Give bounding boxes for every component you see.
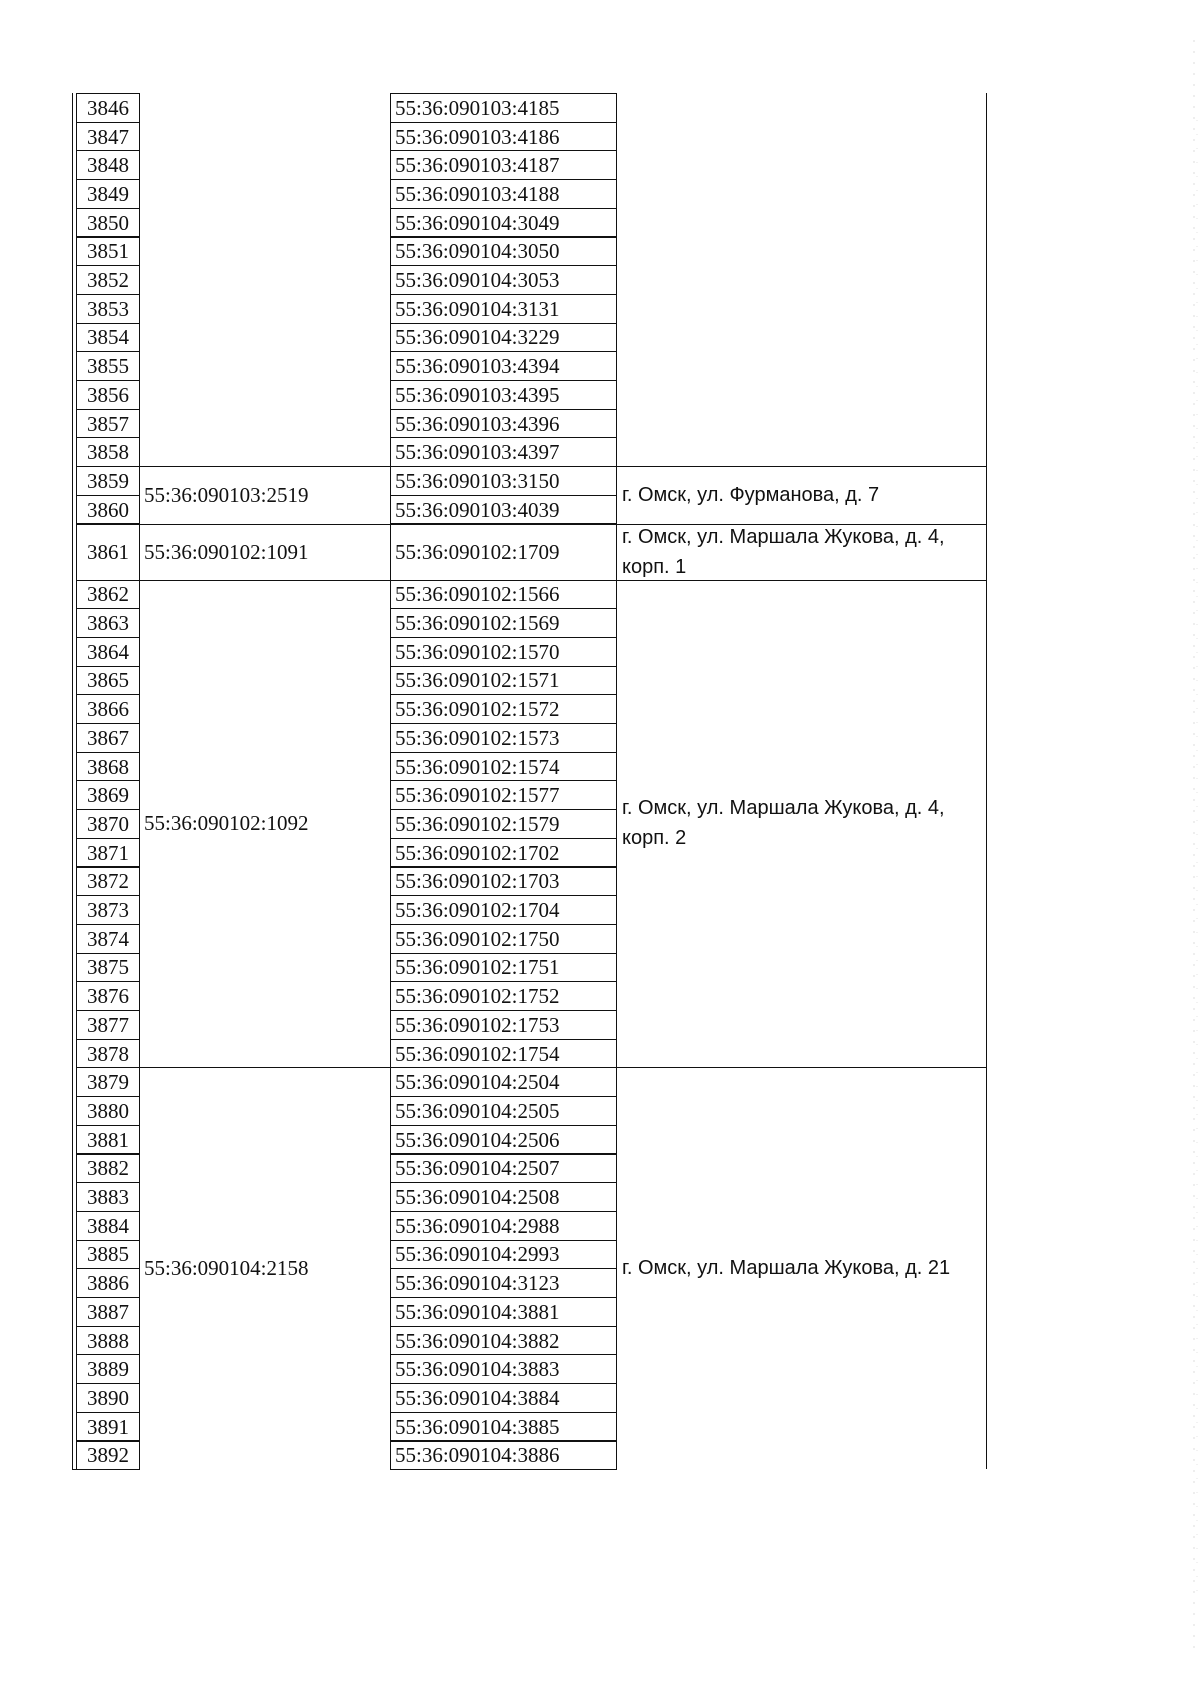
row-number: 3891: [76, 1412, 140, 1442]
object-cadastral-number: 55:36:090103:4186: [390, 122, 617, 152]
row-number: 3874: [76, 924, 140, 954]
object-cadastral-number: 55:36:090104:3131: [390, 294, 617, 324]
object-cadastral-number: 55:36:090102:1702: [390, 838, 617, 868]
row-number: 3853: [76, 294, 140, 324]
object-cadastral-number: 55:36:090102:1751: [390, 953, 617, 983]
object-cadastral-number: 55:36:090103:4397: [390, 437, 617, 467]
row-number: 3860: [76, 495, 140, 525]
group-divider: [617, 466, 986, 467]
object-cadastral-number: 55:36:090102:1566: [390, 580, 617, 610]
object-cadastral-number: 55:36:090102:1750: [390, 924, 617, 954]
group-divider: [617, 1067, 986, 1068]
object-cadastral-number: 55:36:090103:4187: [390, 150, 617, 180]
group-divider: [140, 466, 390, 467]
row-number: 3871: [76, 838, 140, 868]
table-right-border: [986, 93, 987, 1469]
row-number: 3883: [76, 1182, 140, 1212]
row-number: 3878: [76, 1039, 140, 1069]
row-number: 3850: [76, 208, 140, 238]
object-cadastral-number: 55:36:090104:2505: [390, 1096, 617, 1126]
row-number: 3851: [76, 237, 140, 267]
land-plot-number: 55:36:090103:2519: [144, 482, 309, 507]
row-number: 3852: [76, 265, 140, 295]
object-cadastral-number: 55:36:090104:3053: [390, 265, 617, 295]
row-number: 3880: [76, 1096, 140, 1126]
address-cell: г. Омск, ул. Фурманова, д. 7: [622, 483, 880, 506]
group-divider: [617, 580, 986, 581]
group-divider: [617, 524, 986, 525]
row-number: 3868: [76, 752, 140, 782]
row-number: 3848: [76, 150, 140, 180]
table-left-border: [72, 93, 73, 1469]
row-number: 3876: [76, 981, 140, 1011]
row-number: 3889: [76, 1354, 140, 1384]
row-number: 3862: [76, 580, 140, 610]
group-divider: [140, 580, 390, 581]
scan-edge-noise: [1186, 0, 1200, 1686]
object-cadastral-number: 55:36:090102:1579: [390, 809, 617, 839]
object-cadastral-number: 55:36:090102:1577: [390, 780, 617, 810]
row-number: 3849: [76, 179, 140, 209]
row-number: 3854: [76, 323, 140, 353]
address-cell: г. Омск, ул. Маршала Жукова, д. 21: [622, 1257, 951, 1280]
land-plot-number: 55:36:090102:1091: [144, 539, 309, 564]
object-cadastral-number: 55:36:090104:3123: [390, 1268, 617, 1298]
row-number: 3882: [76, 1154, 140, 1184]
row-number: 3855: [76, 351, 140, 381]
object-cadastral-number: 55:36:090102:1709: [390, 524, 617, 581]
object-cadastral-number: 55:36:090104:3883: [390, 1354, 617, 1384]
object-cadastral-number: 55:36:090102:1703: [390, 867, 617, 897]
object-cadastral-number: 55:36:090102:1752: [390, 981, 617, 1011]
row-number: 3861: [76, 524, 140, 581]
row-number: 3846: [76, 93, 140, 123]
row-number: 3866: [76, 694, 140, 724]
row-number: 3879: [76, 1067, 140, 1097]
group-divider: [140, 524, 390, 525]
object-cadastral-number: 55:36:090104:2988: [390, 1211, 617, 1241]
object-cadastral-number: 55:36:090104:3229: [390, 323, 617, 353]
object-cadastral-number: 55:36:090104:2504: [390, 1067, 617, 1097]
land-plot-number: 55:36:090102:1092: [144, 811, 309, 836]
object-cadastral-number: 55:36:090102:1572: [390, 694, 617, 724]
row-number: 3875: [76, 953, 140, 983]
object-cadastral-number: 55:36:090102:1570: [390, 637, 617, 667]
group-divider: [140, 1067, 390, 1068]
row-number: 3890: [76, 1383, 140, 1413]
object-cadastral-number: 55:36:090104:3881: [390, 1297, 617, 1327]
address-cell: г. Омск, ул. Маршала Жукова, д. 4, корп. 2: [622, 797, 945, 850]
row-number: 3856: [76, 380, 140, 410]
row-number: 3870: [76, 809, 140, 839]
row-number: 3857: [76, 409, 140, 439]
object-cadastral-number: 55:36:090104:3882: [390, 1326, 617, 1356]
object-cadastral-number: 55:36:090103:4395: [390, 380, 617, 410]
row-number: 3877: [76, 1010, 140, 1040]
object-cadastral-number: 55:36:090102:1704: [390, 895, 617, 925]
row-number: 3885: [76, 1240, 140, 1270]
object-cadastral-number: 55:36:090104:2506: [390, 1125, 617, 1155]
row-number: 3887: [76, 1297, 140, 1327]
row-number: 3892: [76, 1441, 140, 1471]
land-plot-number: [140, 93, 390, 466]
row-number: 3858: [76, 437, 140, 467]
row-number: 3881: [76, 1125, 140, 1155]
row-number: 3867: [76, 723, 140, 753]
row-number: 3869: [76, 780, 140, 810]
object-cadastral-number: 55:36:090104:3049: [390, 208, 617, 238]
row-number: 3888: [76, 1326, 140, 1356]
row-number: 3865: [76, 666, 140, 696]
row-number: 3872: [76, 867, 140, 897]
object-cadastral-number: 55:36:090104:3050: [390, 237, 617, 267]
object-cadastral-number: 55:36:090102:1571: [390, 666, 617, 696]
object-cadastral-number: 55:36:090103:4185: [390, 93, 617, 123]
object-cadastral-number: 55:36:090102:1574: [390, 752, 617, 782]
row-number: 3884: [76, 1211, 140, 1241]
object-cadastral-number: 55:36:090103:4188: [390, 179, 617, 209]
row-number: 3873: [76, 895, 140, 925]
land-plot-number: 55:36:090104:2158: [144, 1256, 309, 1281]
row-number: 3886: [76, 1268, 140, 1298]
row-number: 3864: [76, 637, 140, 667]
object-cadastral-number: 55:36:090104:2508: [390, 1182, 617, 1212]
object-cadastral-number: 55:36:090102:1573: [390, 723, 617, 753]
row-number: 3863: [76, 608, 140, 638]
row-number: 3859: [76, 466, 140, 496]
object-cadastral-number: 55:36:090103:4396: [390, 409, 617, 439]
object-cadastral-number: 55:36:090102:1569: [390, 608, 617, 638]
object-cadastral-number: 55:36:090103:4394: [390, 351, 617, 381]
table-bottom-edge: [72, 1469, 140, 1470]
row-number: 3847: [76, 122, 140, 152]
object-cadastral-number: 55:36:090104:2507: [390, 1154, 617, 1184]
object-cadastral-number: 55:36:090104:3885: [390, 1412, 617, 1442]
address-cell: г. Омск, ул. Маршала Жукова, д. 4, корп. 1: [622, 525, 945, 578]
address-cell: [617, 93, 986, 466]
object-cadastral-number: 55:36:090104:2993: [390, 1240, 617, 1270]
object-cadastral-number: 55:36:090103:4039: [390, 495, 617, 525]
object-cadastral-number: 55:36:090102:1753: [390, 1010, 617, 1040]
object-cadastral-number: 55:36:090102:1754: [390, 1039, 617, 1069]
object-cadastral-number: 55:36:090104:3884: [390, 1383, 617, 1413]
object-cadastral-number: 55:36:090103:3150: [390, 466, 617, 496]
object-cadastral-number: 55:36:090104:3886: [390, 1441, 617, 1471]
